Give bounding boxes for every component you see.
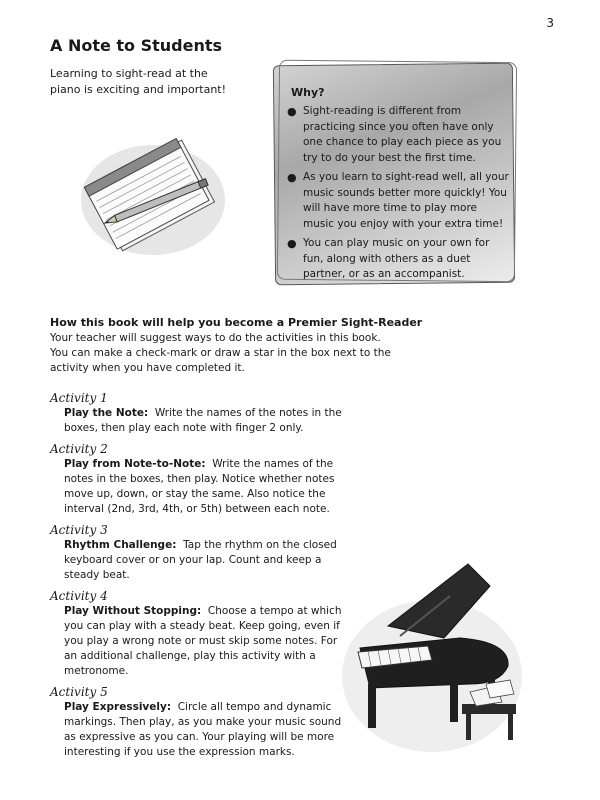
why-bullet-item [287, 236, 509, 283]
activity-text: Tap the rhythm on the closed keyboard cover or on your lap. Count and keep a steady beat. [64, 539, 337, 581]
activity-description [64, 700, 350, 765]
bullet-icon: ● [287, 105, 297, 118]
activity-label: Activity 1 [50, 391, 108, 405]
activity-name: Play Expressively: [64, 701, 172, 713]
why-bullet-text: As you learn to sight-read well, all your music sounds better more quickly! You will have more time to play more music you enjoy with your extra time! [303, 171, 509, 230]
section-heading: How this book will help you become a Premier Sight-Reader [50, 316, 423, 329]
why-bullet-text: Sight-reading is different from practicing since you often have only one chance to play each piece as you try to do your best the first time. [303, 105, 502, 164]
activity-1 [50, 390, 350, 441]
activity-description [64, 457, 350, 522]
activity-text: Choose a tempo at which you can play with a steady beat. Keep going, even if you play a wrong note or must skip some notes. For an additional challenge, play this activity with a metronome. [64, 605, 342, 677]
why-box-list [287, 104, 509, 287]
why-bullet-text: You can play music on your own for fun, along with others as a duet partner, or as an accompanist. [303, 237, 490, 280]
activity-description [64, 406, 350, 441]
page-title: A Note to Students [50, 36, 223, 55]
activity-description [64, 538, 350, 588]
activity-2 [50, 441, 350, 522]
bullet-icon: ● [287, 171, 297, 184]
page-number: 3 [546, 16, 554, 30]
activity-4 [50, 588, 350, 684]
activity-text: Circle all tempo and dynamic markings. Then play, as you make your music sound as expressive as you can. Your playing will be more interesting if you use the expression marks. [64, 701, 342, 758]
intro-text: Learning to sight-read at the piano is exciting and important! [50, 67, 227, 96]
activity-name: Play the Note: [64, 407, 149, 419]
activity-label: Activity 5 [50, 685, 108, 699]
grand-piano-illustration [340, 556, 522, 752]
activity-label: Activity 2 [50, 442, 108, 456]
activity-name: Rhythm Challenge: [64, 539, 177, 551]
activity-name: Play Without Stopping: [64, 605, 202, 617]
bullet-icon: ● [287, 237, 297, 250]
activity-text: Write the names of the notes in the boxes, then play. Notice whether notes move up, down, or stay the same. Also notice the interval (2nd, 3rd, 4th, or 5th) between each note. [64, 458, 335, 515]
why-box-title: Why? [291, 86, 325, 99]
why-bullet-item [287, 170, 509, 232]
activity-name: Play from Note-to-Note: [64, 458, 206, 470]
notepad-and-pencil-illustration [78, 120, 228, 260]
activity-3 [50, 522, 350, 588]
activity-text: Write the names of the notes in the boxes, then play each note with finger 2 only. [64, 407, 342, 434]
activity-description [64, 604, 350, 684]
activity-5 [50, 684, 350, 765]
activity-list [50, 390, 350, 765]
activity-label: Activity 3 [50, 523, 108, 537]
section-body: Your teacher will suggest ways to do the activities in this book. You can make a check-mark or draw a star in the box next to the activity when you have completed it. [50, 332, 391, 374]
activity-label: Activity 4 [50, 589, 108, 603]
why-bullet-item [287, 104, 509, 166]
